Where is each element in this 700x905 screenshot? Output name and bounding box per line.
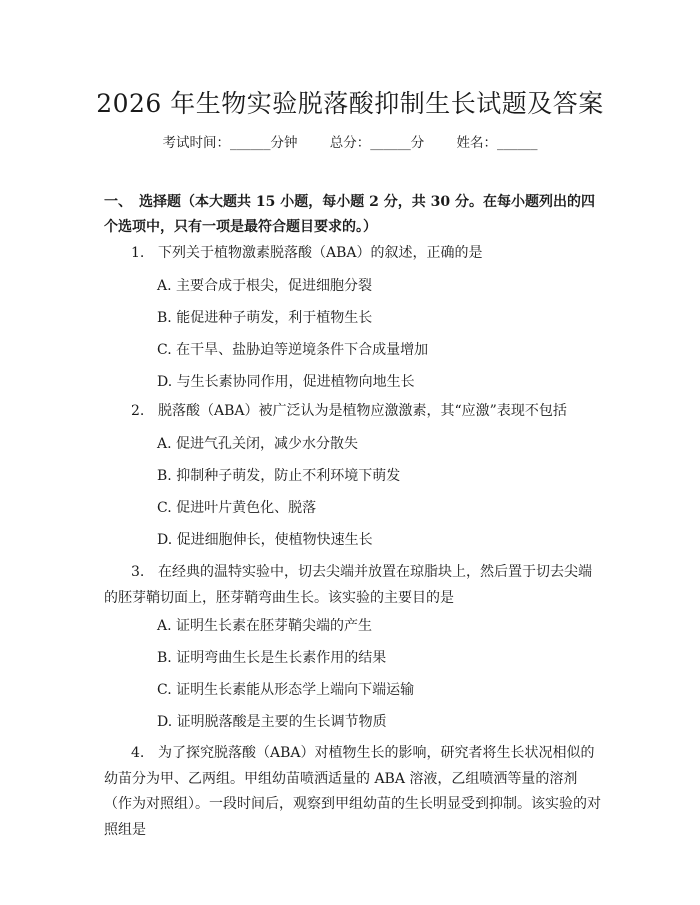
total-score-field: 总分：______分 (329, 135, 425, 151)
option-2d: D. 促进细胞伸长，使植物快速生长 (157, 532, 373, 548)
option-3b: B. 证明弯曲生长是生长素作用的结果 (157, 650, 387, 666)
question-stem: 在经典的温特实验中，切去尖端并放置在琼脂块上，然后置于切去尖端的胚芽鞘切面上，胚芽鞘弯曲生长。该实验的主要目的是 (104, 564, 592, 606)
question-number: 2. (131, 403, 145, 419)
question-3 (104, 560, 604, 611)
question-number: 3. (131, 564, 145, 580)
option-2c: C. 促进叶片黄色化、脱落 (157, 500, 317, 516)
option-1c: C. 在干旱、盐胁迫等逆境条件下合成量增加 (157, 342, 429, 358)
question-number: 1. (131, 245, 145, 261)
option-1a: A. 主要合成于根尖，促进细胞分裂 (157, 278, 373, 294)
question-1 (131, 240, 601, 266)
question-stem: 脱落酸（ABA）被广泛认为是植物应激激素，其“应激”表现不包括 (158, 403, 567, 419)
option-2a: A. 促进气孔关闭，减少水分散失 (157, 436, 359, 452)
page-title: 2026 年生物实验脱落酸抑制生长试题及答案 (96, 89, 604, 118)
option-3a: A. 证明生长素在胚芽鞘尖端的产生 (157, 618, 373, 634)
exam-info (0, 131, 700, 151)
student-name-field: 姓名：______ (456, 135, 538, 151)
option-3c: C. 证明生长素能从形态学上端向下端运输 (157, 682, 415, 698)
option-2b: B. 抑制种子萌发，防止不利环境下萌发 (157, 468, 401, 484)
option-3d: D. 证明脱落酸是主要的生长调节物质 (157, 714, 387, 730)
option-1b: B. 能促进种子萌发，利于植物生长 (157, 310, 373, 326)
exam-time-field: 考试时间：______分钟 (162, 135, 298, 151)
question-stem: 下列关于植物激素脱落酸（ABA）的叙述，正确的是 (158, 245, 483, 261)
question-2 (131, 398, 601, 424)
section-heading: 一、 选择题（本大题共 15 小题，每小题 2 分，共 30 分。在每小题列出的四个选项中，只有一项是最符合题目要求的。） (104, 194, 595, 235)
question-4 (104, 741, 604, 843)
question-stem: 为了探究脱落酸（ABA）对植物生长的影响，研究者将生长状况相似的幼苗分为甲、乙两组。甲组幼苗喷洒适量的 ABA 溶液，乙组喷洒等量的溶剂（作为对照组）。一段时间后，观察到甲组幼苗的生长明显受到抑制。该实验的对照组是 (104, 745, 601, 838)
question-number: 4. (131, 745, 145, 761)
option-1d: D. 与生长素协同作用，促进植物向地生长 (157, 374, 415, 390)
